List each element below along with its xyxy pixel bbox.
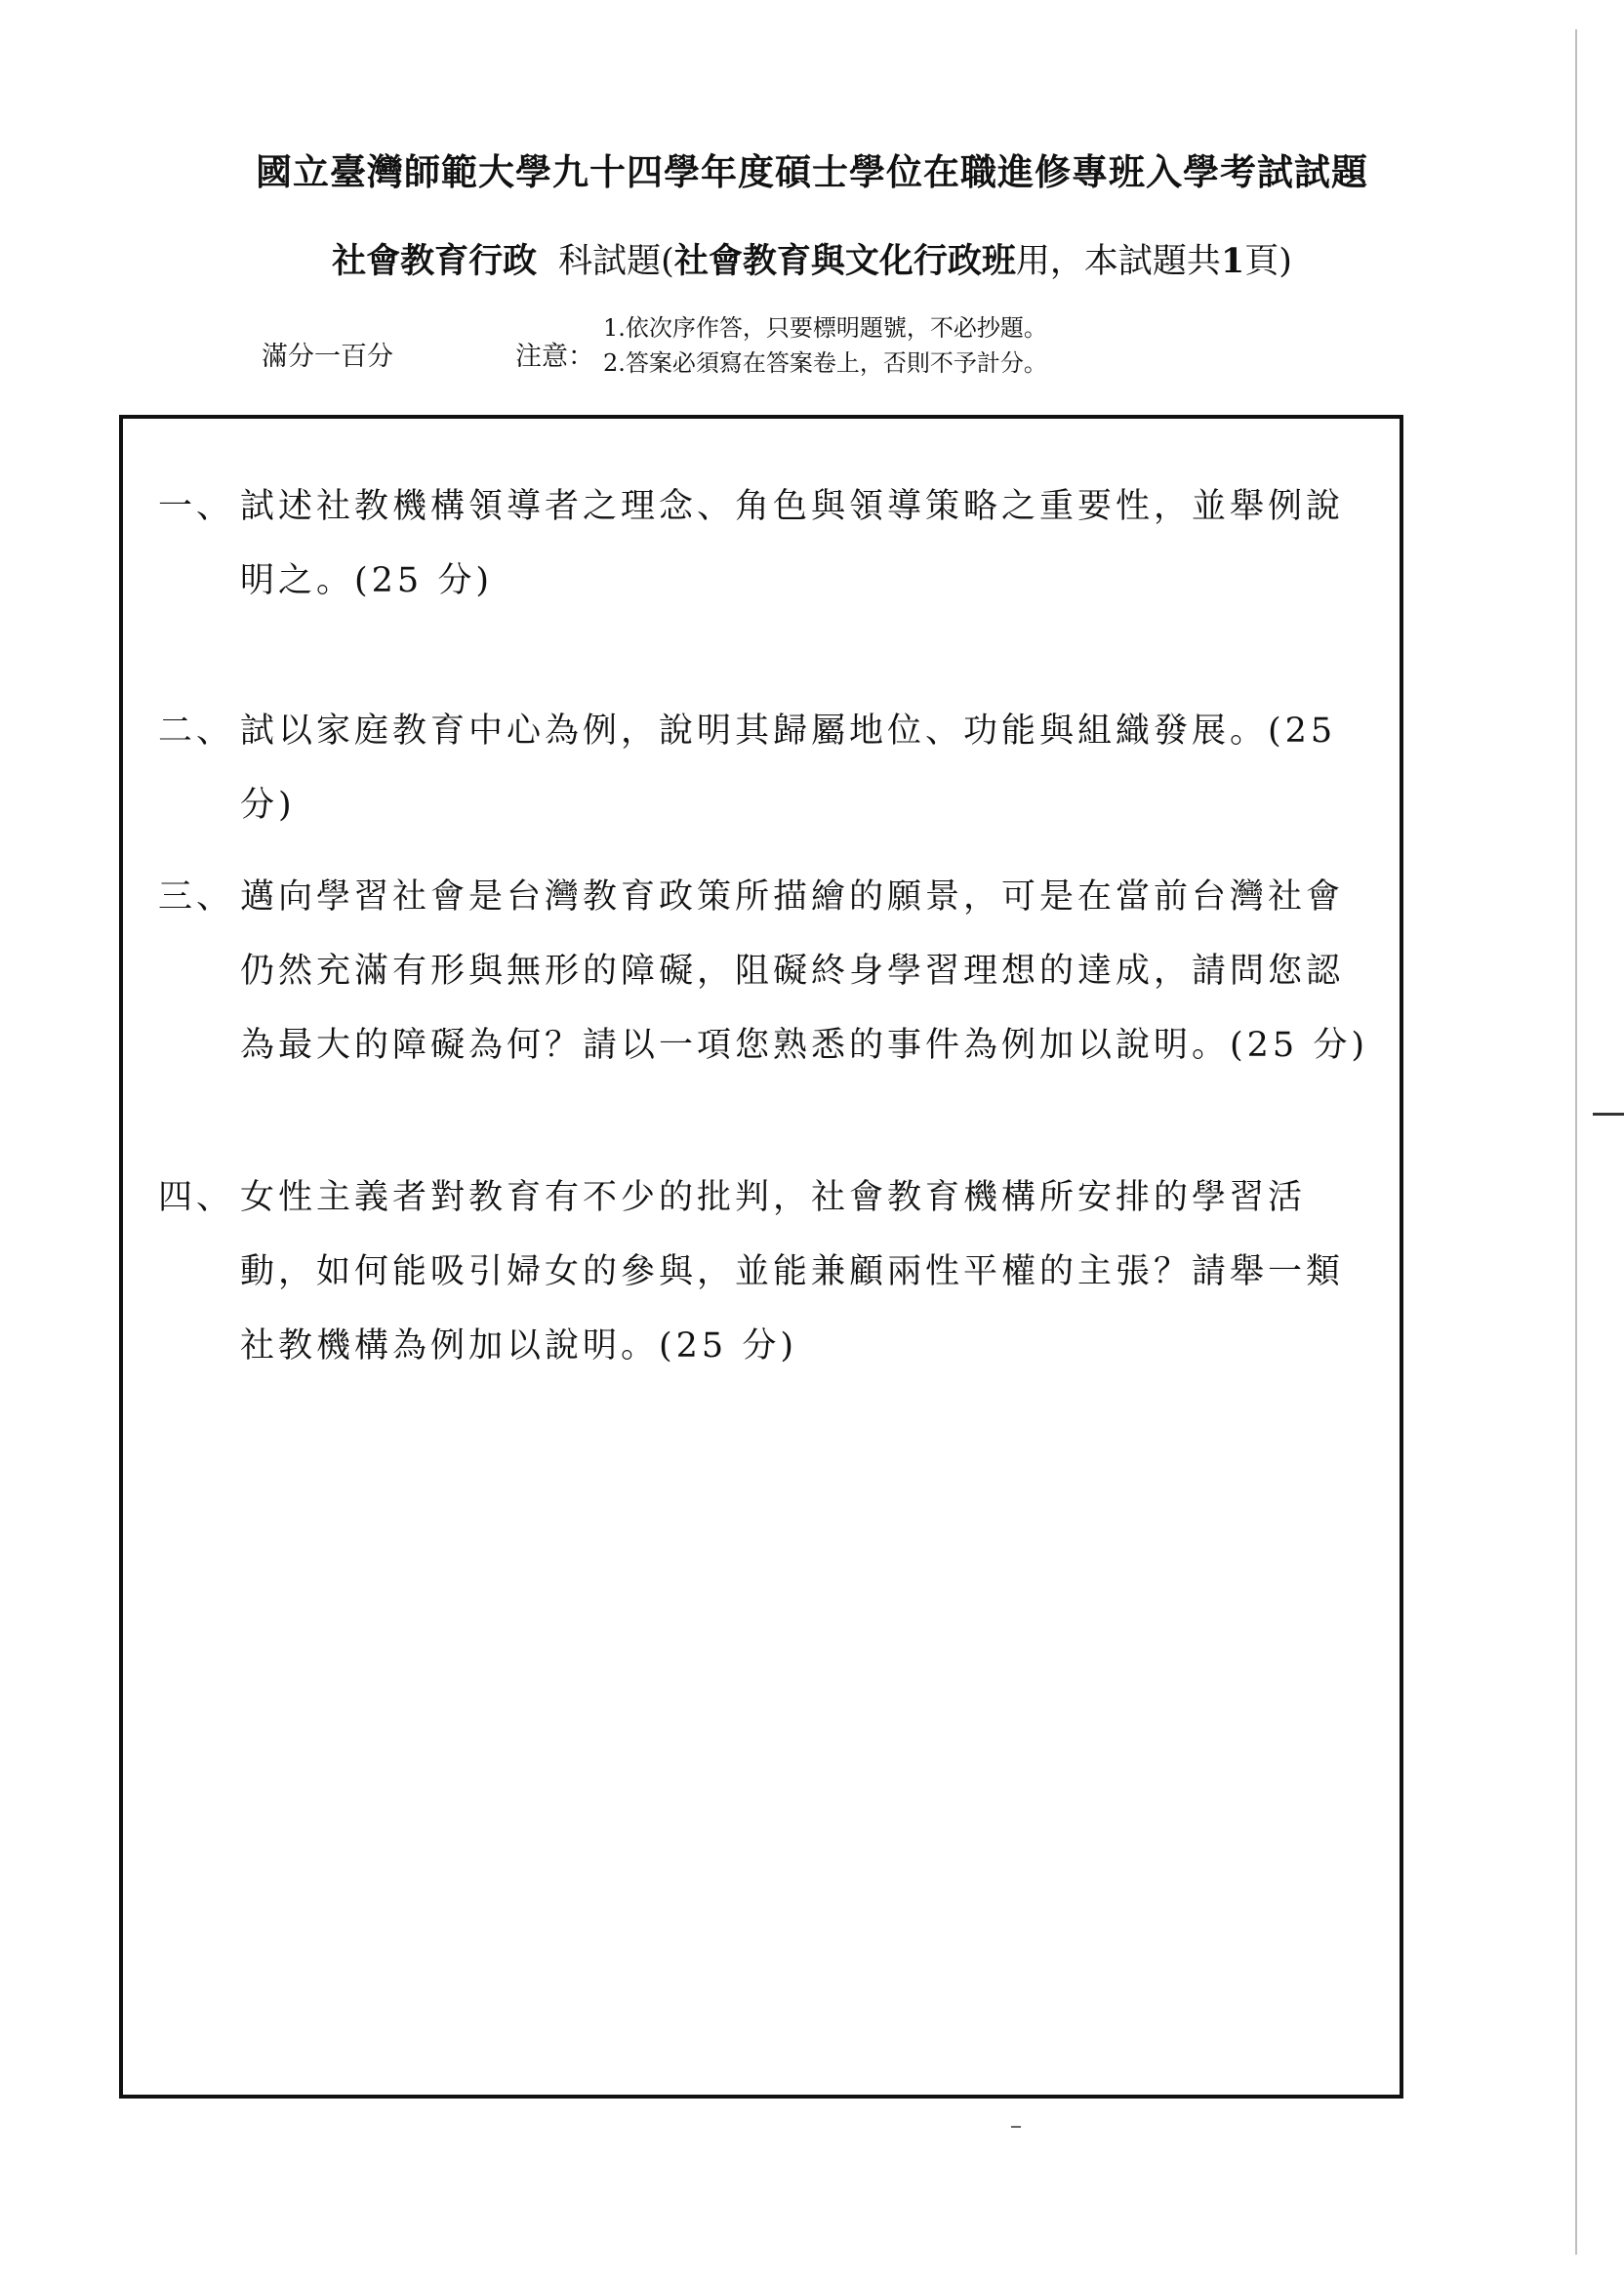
subject-suffix: 科試題 (558, 242, 662, 281)
question-number: 三、 (158, 877, 235, 917)
question-text: 女性主義者對教育有不少的批判，社會教育機構所安排的學習活動，如何能吸引婦女的參與，並能兼顧兩性平權的主張？請舉一類社教機構為例加以說明。(25 分) (240, 1178, 1345, 1366)
class-suffix: 用，本試題共 (1015, 242, 1221, 281)
page-count: 1 (1220, 241, 1245, 281)
question-number: 四、 (158, 1178, 235, 1217)
exam-title: 國立臺灣師範大學九十四學年度碩士學位在職進修專班入學考試試題 (256, 150, 1368, 193)
scan-dash-mark (1011, 2126, 1021, 2128)
question-3 (158, 860, 1378, 1082)
page-unit: 頁 (1244, 242, 1279, 281)
fold-mark (1593, 1113, 1624, 1116)
questions-box (119, 415, 1403, 2099)
notice-item: 2.答案必須寫在答案卷上，否則不予計分。 (603, 349, 1047, 377)
paren-open: ( (661, 242, 674, 281)
question-text: 邁向學習社會是台灣教育政策所描繪的願景，可是在當前台灣社會仍然充滿有形與無形的障礙，阻礙終身學習理想的達成，請問您認為最大的障礙為何？請以一項您熟悉的事件為例加以說明。(25 分) (240, 877, 1368, 1065)
notice-list (603, 310, 1047, 381)
full-score: 滿分一百分 (262, 342, 393, 372)
question-number: 二、 (158, 712, 235, 751)
question-text: 試以家庭教育中心為例，說明其歸屬地位、功能與組織發展。(25 分) (240, 712, 1337, 825)
class-name: 社會教育與文化行政班 (673, 241, 1016, 281)
question-1 (158, 469, 1378, 618)
subject-name: 社會教育行政 (332, 241, 538, 281)
question-text: 試述社教機構領導者之理念、角色與領導策略之重要性，並舉例說明之。(25 分) (240, 487, 1345, 600)
question-2 (158, 694, 1378, 842)
paren-close: ) (1279, 242, 1292, 281)
notice-label: 注意： (515, 342, 594, 372)
notice-item: 1.依次序作答，只要標明題號，不必抄題。 (603, 314, 1047, 342)
scan-edge-line (1575, 29, 1577, 2255)
question-4 (158, 1161, 1378, 1383)
question-number: 一、 (158, 487, 235, 526)
subject-line (0, 234, 1624, 283)
